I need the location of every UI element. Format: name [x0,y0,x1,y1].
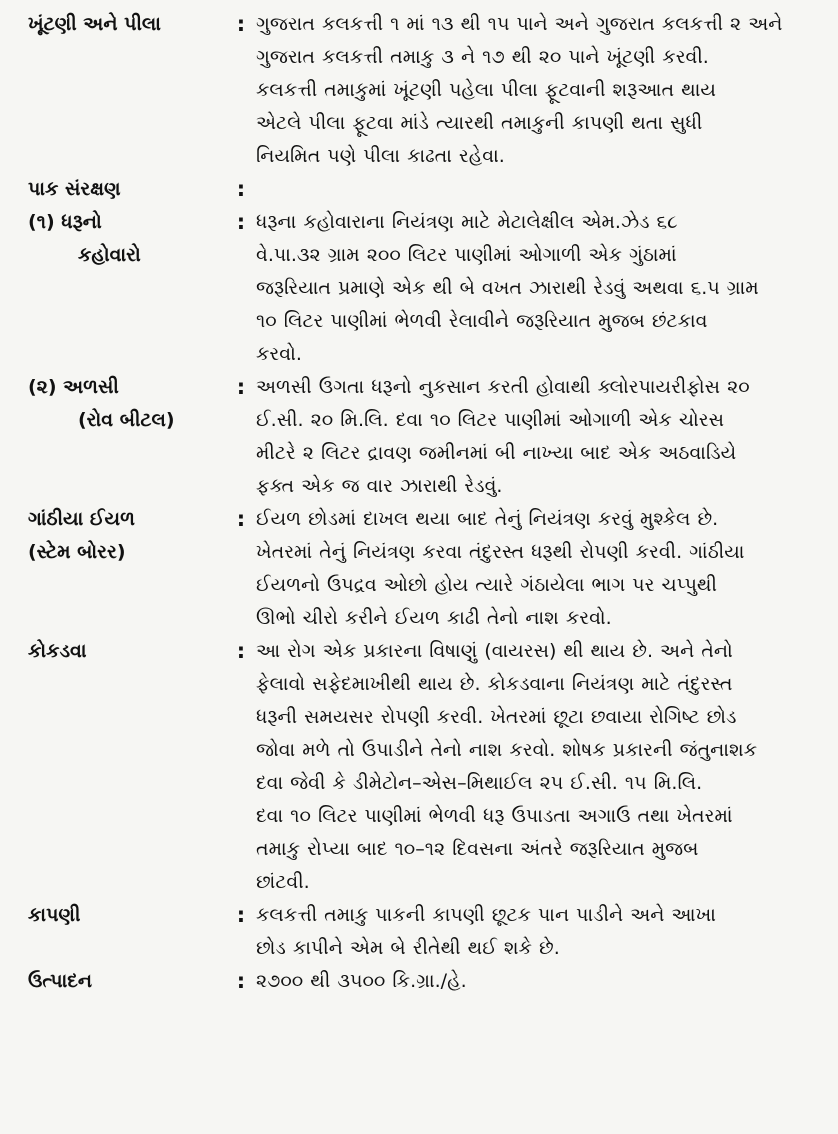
entries-list [28,8,828,998]
entry-label [28,899,226,932]
content-line: ગુજરાત કલકત્તી તમાકુ ૩ ને ૧૭ થી ૨૦ પાને ખૂંટણી કરવી. [256,46,709,68]
label-line: (૨) અળસી [28,376,119,398]
content-line: નિયમિત પણે પીલા કાઢતા રહેવા. [256,145,505,167]
content-line: દવા જેવી કે ડીમેટોન–એસ–મિથાઈલ ૨૫ ઈ.સી. ૧૫ મિ.લિ. [256,772,703,794]
entry-content [256,371,828,503]
entry-dharuno-kahovaro [28,206,828,371]
colon-separator: : [236,639,246,663]
content-line: અળસી ઉગતા ધરૂનો નુકસાન કરતી હોવાથી ક્લોરપાયરીફોસ ૨૦ [256,376,750,398]
entry-pak-sanrakshan [28,173,828,206]
content-line: જરૂરિયાત પ્રમાણે એક થી બે વખત ઝારાથી રેડવું અથવા ૬.૫ ગ્રામ [256,277,759,299]
content-line: કરવો. [256,343,302,365]
content-line: કલકત્તી તમાકુમાં ખૂંટણી પહેલા પીલા ફૂટવાની શરૂઆત થાય [256,79,716,101]
label-line: (૧) ધરૂનો [28,211,102,233]
content-line: ઈયળનો ઉપદ્રવ ઓછો હોય ત્યારે ગંઠાયેલા ભાગ પર ચપ્પુથી [256,574,717,596]
content-line: ફક્ત એક જ વાર ઝારાથી રેડવું. [256,475,503,497]
entry-content [256,8,828,173]
content-line: છાંટવી. [256,871,310,893]
content-line: ઊભો ચીરો કરીને ઈયળ કાઢી તેનો નાશ કરવો. [256,607,612,629]
entry-content [256,635,828,899]
label-line: કાપણી [28,904,81,926]
entry-kokadva [28,635,828,899]
entry-label [28,173,226,206]
entry-content [256,899,828,965]
label-line: ગાંઠીયા ઈયળ [28,508,135,530]
colon-separator: : [236,177,246,201]
label-line: પાક સંરક્ષણ [28,178,121,200]
content-line: ગુજરાત કલકત્તી ૧ માં ૧૩ થી ૧૫ પાને અને ગુજરાત કલકત્તી ૨ અને [256,13,783,35]
content-line: જોવા મળે તો ઉપાડીને તેનો નાશ કરવો. શોષક પ્રકારની જંતુનાશક [256,739,758,761]
content-line: ફેલાવો સફેદમાખીથી થાય છે. કોકડવાના નિયંત્રણ માટે તંદુરસ્ત [256,673,733,695]
entry-utpadan [28,965,828,998]
entry-label [28,371,226,437]
colon-separator: : [236,12,246,36]
colon-separator: : [236,375,246,399]
content-line: ધરૂના કહોવારાના નિયંત્રણ માટે મેટાલેક્ષીલ એમ.ઝેડ ૬૮ [256,211,678,233]
content-line: ખેતરમાં તેનું નિયંત્રણ કરવા તંદુરસ્ત ધરૂથી રોપણી કરવી. ગાંઠીયા [256,541,745,563]
colon-separator: : [236,903,246,927]
colon-separator: : [236,210,246,234]
content-line: તમાકુ રોપ્યા બાદ ૧૦–૧૨ દિવસના અંતરે જરૂરિયાત મુજબ [256,838,699,860]
content-line: ઈયળ છોડમાં દાખલ થયા બાદ તેનું નિયંત્રણ કરવું મુશ્કેલ છે. [256,508,719,530]
colon-separator: : [236,969,246,993]
entry-gathiya-iyal [28,503,828,635]
entry-content [256,503,828,635]
entry-label [28,503,226,569]
label-line: ખૂંટણી અને પીલા [28,13,161,35]
entry-label [28,8,226,41]
entry-kapni [28,899,828,965]
content-line: આ રોગ એક પ્રકારના વિષાણું (વાયરસ) થી થાય છે. અને તેનો [256,640,733,662]
content-line: એટલે પીલા ફૂટવા માંડે ત્યારથી તમાકુની કાપણી થતા સુધી [256,112,703,134]
entry-label [28,635,226,668]
label-line: કોકડવા [28,640,87,662]
content-line: મીટરે ૨ લિટર દ્રાવણ જમીનમાં બી નાખ્યા બાદ એક અઠવાડિયે [256,442,737,464]
label-line: ઉત્પાદન [28,970,93,992]
label-line: (રોવ બીટલ) [78,409,175,431]
label-line: (સ્ટેમ બોરર) [28,541,126,563]
content-line: ૨૭૦૦ થી ૩૫૦૦ કિ.ગ્રા./હે. [256,970,467,992]
entry-content [256,965,828,998]
label-line: કહોવારો [78,244,141,266]
entry-label [28,965,226,998]
entry-alsi-rove-beetle [28,371,828,503]
entry-content [256,206,828,371]
content-line: વે.પા.૩૨ ગ્રામ ૨૦૦ લિટર પાણીમાં ઓગાળી એક ગુંઠામાં [256,244,677,266]
entry-khuntni-ane-pila [28,8,828,173]
content-line: ઈ.સી. ૨૦ મિ.લિ. દવા ૧૦ લિટર પાણીમાં ઓગાળી એક ચોરસ [256,409,724,431]
content-line: છોડ કાપીને એમ બે રીતેથી થઈ શકે છે. [256,937,560,959]
content-line: દવા ૧૦ લિટર પાણીમાં ભેળવી ધરૂ ઉપાડતા અગાઉ તથા ખેતરમાં [256,805,733,827]
colon-separator: : [236,507,246,531]
content-line: ધરૂની સમયસર રોપણી કરવી. ખેતરમાં છૂટા છવાયા રોગિષ્ટ છોડ [256,706,737,728]
entry-label [28,206,226,272]
content-line: કલકત્તી તમાકુ પાકની કાપણી છૂટક પાન પાડીને અને આખા [256,904,716,926]
content-line: ૧૦ લિટર પાણીમાં ભેળવી રેલાવીને જરૂરિયાત મુજબ છંટકાવ [256,310,708,332]
